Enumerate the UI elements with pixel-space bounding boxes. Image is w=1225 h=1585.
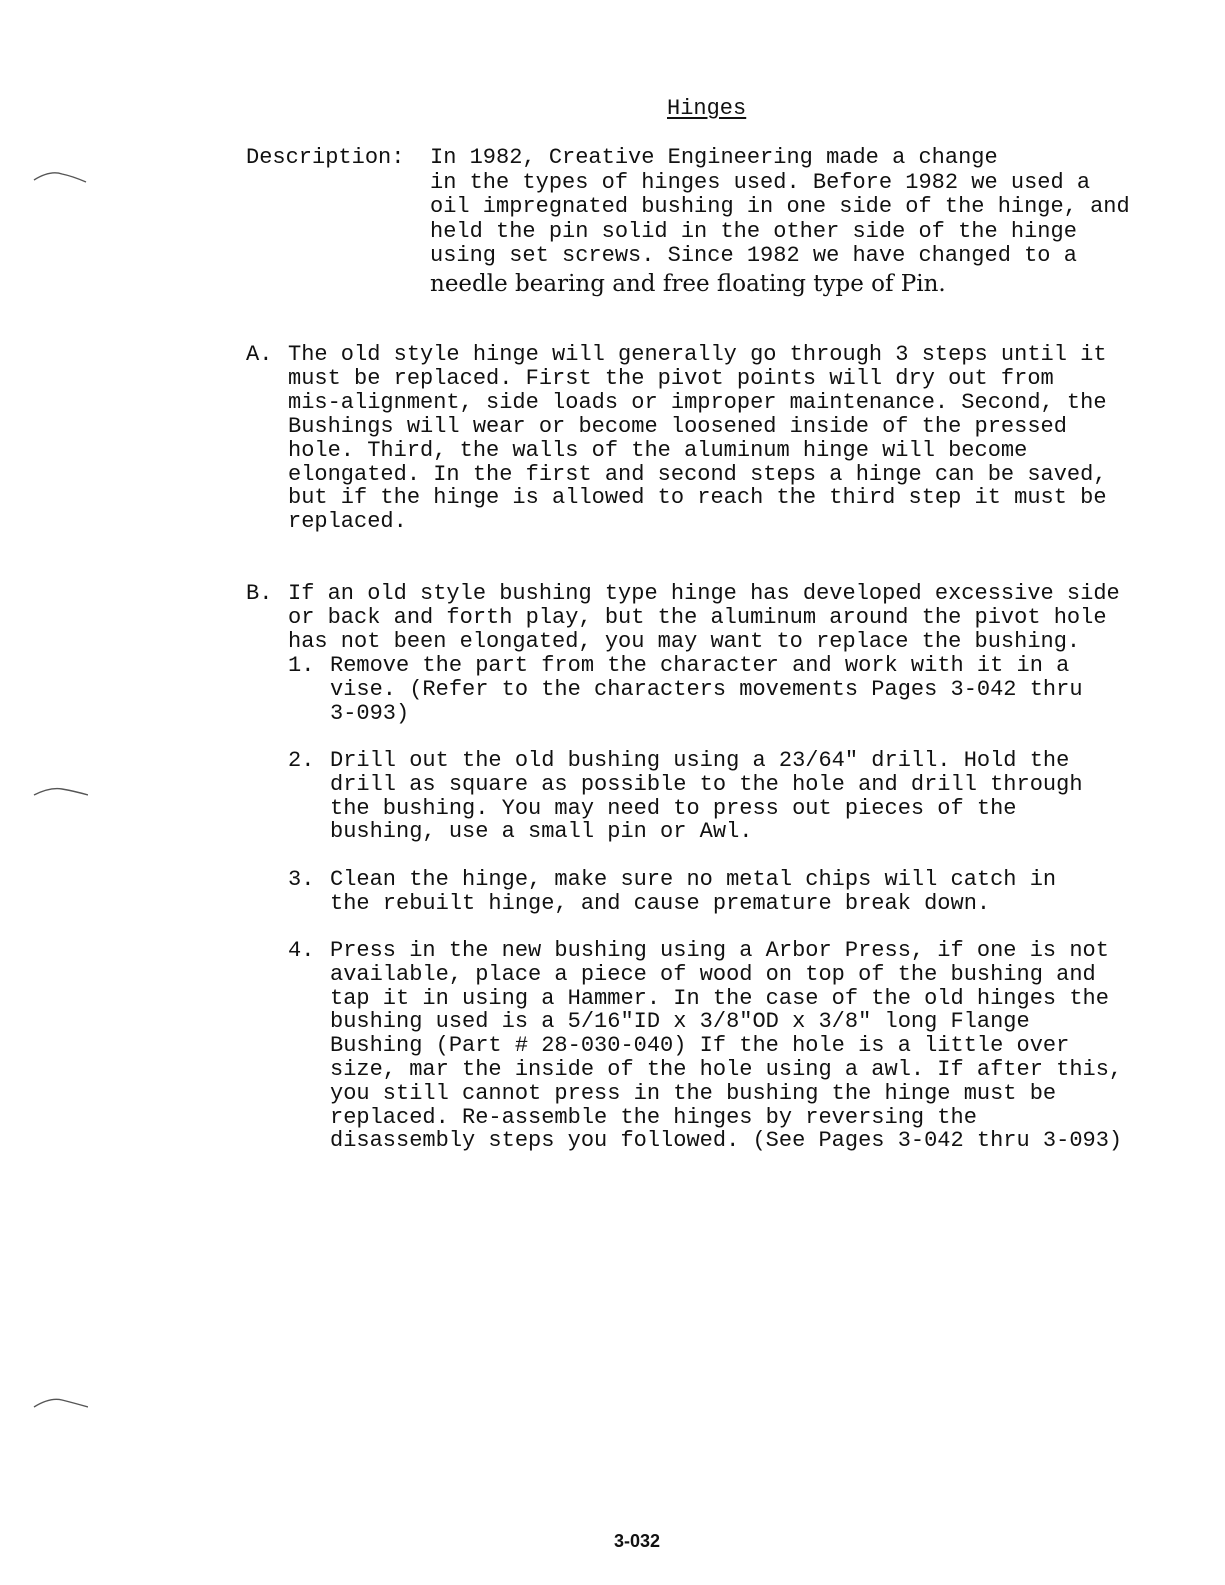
- step-line: Bushing (Part # 28-030-040) If the hole is a little over: [330, 1033, 1070, 1059]
- step-text: [330, 749, 1083, 844]
- step-number: 3.: [288, 867, 315, 892]
- step-line: bushing, use a small pin or Awl.: [330, 819, 753, 845]
- step-line: the bushing. You may need to press out pieces of the: [330, 795, 1017, 821]
- step-line: size, mar the inside of the hole using a awl. If after this,: [330, 1056, 1123, 1082]
- section-b-line: has not been elongated, you may want to replace the bushing.: [288, 628, 1081, 654]
- step-line: Remove the part from the character and work with it in a: [330, 653, 1070, 678]
- description-label: Description:: [246, 145, 405, 170]
- section-a-line: Bushings will wear or become loosened inside of the pressed: [288, 413, 1067, 439]
- section-a-line: hole. Third, the walls of the aluminum hinge will become: [288, 437, 1028, 463]
- step-text: [330, 868, 1056, 916]
- description-body: [430, 146, 1130, 298]
- section-a-line: The old style hinge will generally go through 3 steps until it: [288, 342, 1107, 367]
- description-line: In 1982, Creative Engineering made a change: [430, 145, 998, 170]
- section-a-line: replaced.: [288, 509, 407, 535]
- punch-hole-mark: [32, 1397, 88, 1411]
- punch-hole-mark: [32, 170, 88, 184]
- step-number: 1.: [288, 653, 315, 678]
- description-line: using set screws. Since 1982 we have changed to a: [430, 243, 1077, 269]
- description-line: held the pin solid in the other side of the hinge: [430, 218, 1077, 244]
- step-line: 3-093): [330, 700, 410, 726]
- section-a-line: must be replaced. First the pivot points will dry out from: [288, 365, 1054, 391]
- section-b-line: If an old style bushing type hinge has developed excessive side: [288, 581, 1120, 606]
- step-line: Press in the new bushing using a Arbor Press, if one is not: [330, 938, 1109, 963]
- step-line: vise. (Refer to the characters movements Pages 3-042 thru: [330, 676, 1083, 702]
- step-line: Clean the hinge, make sure no metal chips will catch in: [330, 867, 1057, 892]
- step-number: 4.: [288, 938, 315, 963]
- section-a-marker: A.: [246, 342, 273, 367]
- section-a-text: [288, 343, 1107, 534]
- step-line: Drill out the old bushing using a 23/64" drill. Hold the: [330, 748, 1070, 773]
- step-line: bushing used is a 5/16"ID x 3/8"OD x 3/8" long Flange: [330, 1009, 1030, 1035]
- step-number: 2.: [288, 748, 315, 773]
- page-title: Hinges: [667, 96, 747, 121]
- step-line: you still cannot press in the bushing the hinge must be: [330, 1080, 1057, 1106]
- step-line: disassembly steps you followed. (See Pages 3-042 thru 3-093): [330, 1128, 1123, 1154]
- description-line: oil impregnated bushing in one side of the hinge, and: [430, 194, 1130, 220]
- punch-hole-mark: [32, 785, 88, 799]
- section-a-line: elongated. In the first and second steps a hinge can be saved,: [288, 461, 1107, 487]
- description-line: in the types of hinges used. Before 1982 we used a: [430, 169, 1091, 195]
- description-last-line: needle bearing and free floating type of Pin.: [430, 270, 946, 297]
- section-b-marker: B.: [246, 581, 273, 606]
- section-b-text: [288, 582, 1120, 654]
- section-a-line: mis-alignment, side loads or improper maintenance. Second, the: [288, 389, 1107, 415]
- step-line: drill as square as possible to the hole and drill through: [330, 771, 1083, 797]
- section-b-line: or back and forth play, but the aluminum around the pivot hole: [288, 604, 1107, 630]
- step-text: [330, 654, 1083, 725]
- step-line: tap it in using a Hammer. In the case of the old hinges the: [330, 985, 1109, 1011]
- step-line: replaced. Re-assemble the hinges by reversing the: [330, 1104, 977, 1130]
- step-text: [330, 939, 1122, 1153]
- step-line: available, place a piece of wood on top of the bushing and: [330, 961, 1096, 987]
- page-number: 3-032: [614, 1531, 661, 1551]
- step-line: the rebuilt hinge, and cause premature break down.: [330, 890, 991, 916]
- section-a-line: but if the hinge is allowed to reach the third step it must be: [288, 485, 1107, 511]
